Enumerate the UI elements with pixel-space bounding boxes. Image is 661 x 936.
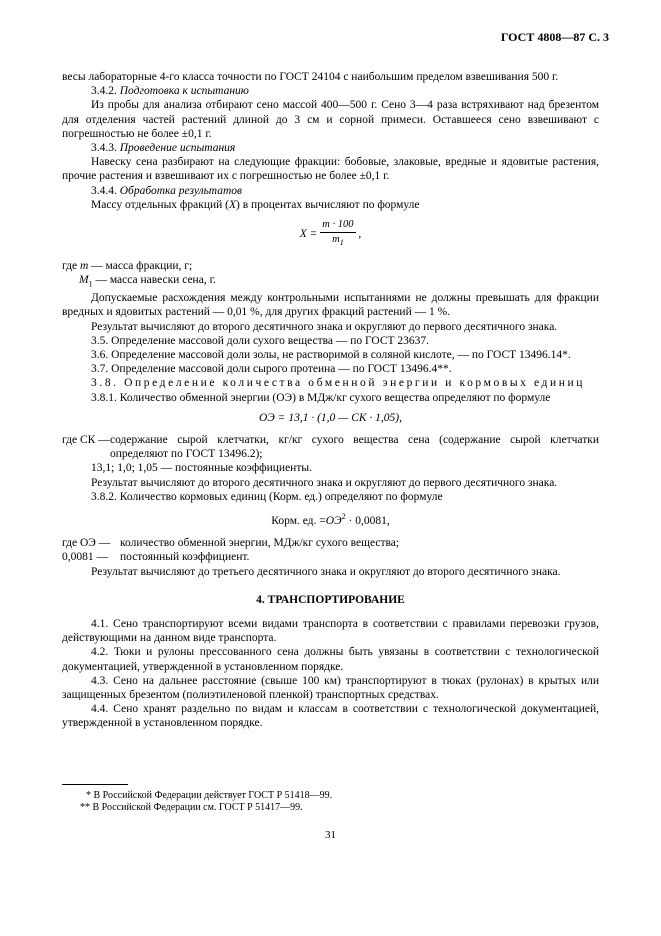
subsection-number: 3.4.3.	[91, 142, 117, 155]
formula-fraction-term	[320, 218, 355, 251]
paragraph-3-6: 3.6. Определение массовой доли золы, не растворимой в соляной кислоте, — по ГОСТ 13496.14*.	[91, 349, 571, 362]
footnote-1: * В Российской Федерации действует ГОСТ Р 51418—99.	[86, 790, 333, 801]
formula-energy: ОЭ = 13,1 · (1,0 — СК · 1,05),	[258, 411, 403, 424]
paragraph-result-2: Результат вычисляют до второго десятичного знака и округляют до первого десятичного знака.	[91, 476, 558, 489]
paragraph-fraction-mass: Массу отдельных фракций (X) в процентах вычисляют по формуле	[91, 198, 420, 211]
paragraph-3-5: 3.5. Определение массовой доли сухого вещества — по ГОСТ 23637.	[91, 334, 430, 347]
subsection-3-4-2	[62, 84, 599, 98]
where-oe: где ОЭ — количество обменной энергии, МДж/кг сухого вещества;	[62, 537, 400, 550]
paragraph-preparation: Из пробы для анализа отбирают сено массой 400—500 г. Сено 3—4 раза встряхивают над брезентом для отделения частей растений длиной до 3 см и сорной примеси. Оставшееся сено взвешивают с погрешностью не более ±0,1 г.	[62, 99, 599, 140]
footnote-separator	[62, 784, 128, 785]
subsection-title: Проведение испытания	[119, 142, 236, 155]
formula-fraction: X = $\frac{m \cdot 100}{m_1}$ ,	[62, 218, 599, 251]
where-coef: 0,0081 — постоянный коэффициент.	[62, 551, 250, 564]
formula-denominator: $m_1$	[332, 234, 344, 248]
paragraph-3-8-1: 3.8.1. Количество обменной энергии (ОЭ) в МДж/кг сухого вещества определяют по формуле	[91, 391, 551, 404]
paragraph-3-7: 3.7. Определение массовой доли сырого протеина — по ГОСТ 13496.4**.	[91, 363, 452, 376]
formula-feed-units: Корм. ед. $=ОЭ^2 \cdot 0,0081$,	[271, 512, 390, 527]
paragraph-result-1: Результат вычисляют до второго десятичного знака и округляют до первого десятичного знака.	[91, 320, 558, 333]
formula-numerator: m · 100	[320, 218, 355, 233]
paragraph-4-1: 4.1. Сено транспортируют всеми видами транспорта в соответствии с правилами перевозки грузов, действующими на данном виде транспорта.	[62, 617, 599, 645]
paragraph-4-4: 4.4. Сено хранят раздельно по видам и классам в соответствии с технологической документацией, утвержденной в установленном порядке.	[62, 703, 599, 730]
footnote-2: ** В Российской Федерации см. ГОСТ Р 51417—99.	[80, 802, 303, 813]
where-m: где m — масса фракции, г;	[62, 259, 193, 272]
subsection-number: 3.4.2.	[91, 85, 117, 98]
paragraph-tolerances: Допускаемые расхождения между контрольными испытаниями не должны превышать для фракции вредных и ядовитых растений — 0,01 %, для других фракций растений — 1 %.	[62, 292, 599, 319]
running-header: ГОСТ 4808—87 С. 3	[500, 30, 609, 44]
subsection-3-4-4	[62, 184, 599, 198]
paragraph-3-8: 3.8. Определение количества обменной энергии и кормовых единиц	[91, 377, 586, 390]
subsection-number: 3.4.4.	[91, 184, 117, 197]
subsection-3-4-3	[62, 141, 599, 155]
paragraph-4-2: 4.2. Тюки и рулоны прессованного сена должны быть увязаны в соответствии с технологической документацией, утвержденной в установленном порядке.	[62, 646, 599, 673]
page-number: 31	[325, 829, 336, 841]
where-M1: $M_1$ — масса навески сена, г.	[79, 273, 216, 289]
paragraph-testing: Навеску сена разбирают на следующие фракции: бобовые, злаковые, вредные и ядовитые растения, прочие растения и взвешивают их с погрешностью не более ±0,1 г.	[62, 156, 599, 183]
formula-lhs: X =	[299, 227, 318, 240]
paragraph-scales: весы лабораторные 4-го класса точности по ГОСТ 24104 с наибольшим пределом взвешивания 500 г.	[62, 71, 559, 83]
paragraph-4-3: 4.3. Сено на дальнее расстояние (свыше 100 км) транспортируют в тюках (рулонах) в крытых или защищенных брезентом (полиэтиленовой пленкой) транспортных средствах.	[62, 674, 599, 701]
subsection-title: Обработка результатов	[119, 184, 242, 197]
section-title-transport: 4. ТРАНСПОРТИРОВАНИЕ	[256, 593, 405, 606]
paragraph-constants: 13,1; 1,0; 1,05 — постоянные коэффициенты.	[91, 462, 312, 475]
paragraph-3-8-2: 3.8.2. Количество кормовых единиц (Корм. ед.) определяют по формуле	[91, 490, 443, 503]
paragraph-result-3: Результат вычисляют до третьего десятичного знака и округляют до второго десятичного знака.	[91, 565, 561, 578]
where-ck: где СК — содержание сырой клетчатки, кг/кг сухого вещества сена (содержание сырой клетчатки определяют по ГОСТ 13496.2);	[62, 434, 599, 461]
subsection-title: Подготовка к испытанию	[119, 85, 249, 98]
main-content	[62, 70, 599, 731]
